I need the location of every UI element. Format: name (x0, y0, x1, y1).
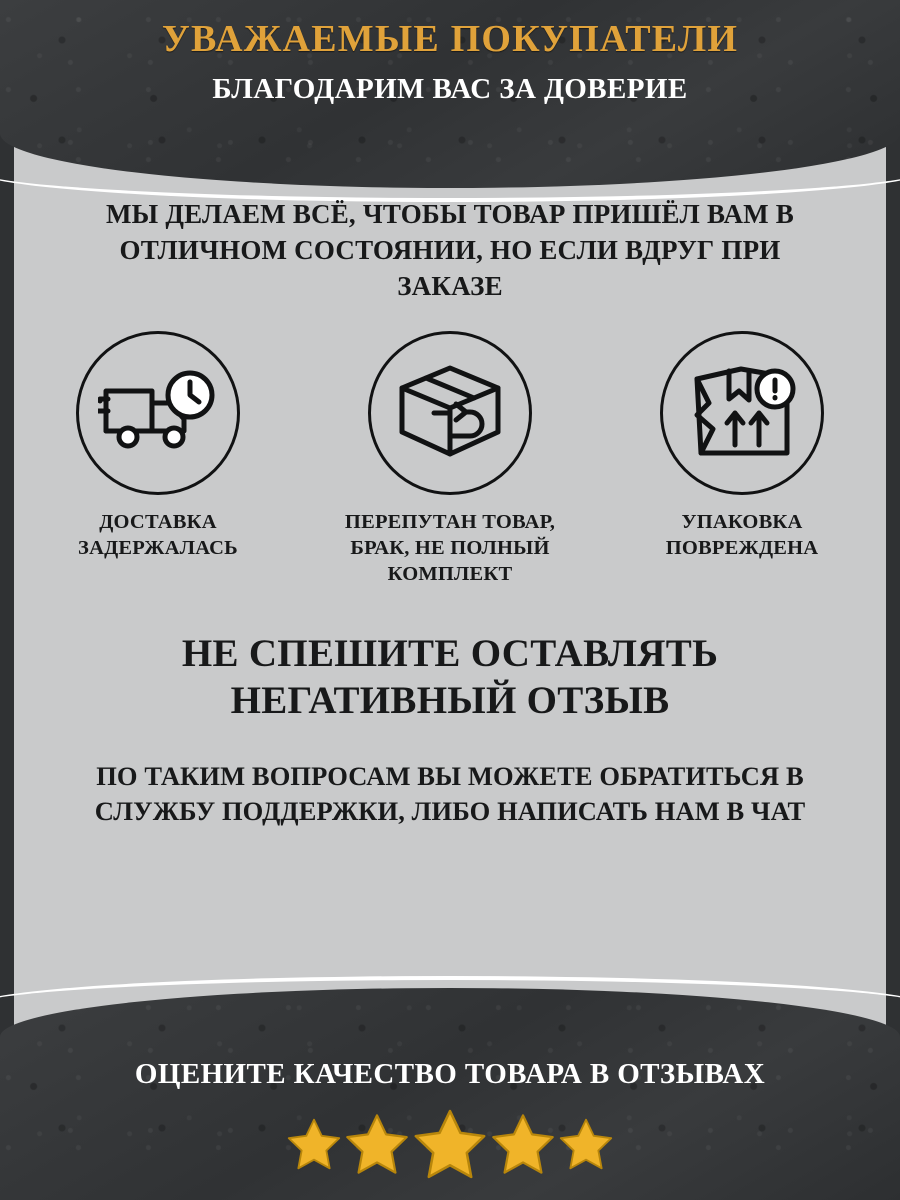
star-icon (344, 1111, 410, 1177)
damaged-package-icon (683, 359, 801, 467)
delivery-truck-clock-icon (98, 365, 218, 461)
issue-caption: ПЕРЕПУТАН ТОВАР, БРАК, НЕ ПОЛНЫЙ КОМПЛЕКТ (344, 510, 556, 585)
issue-item-damaged-package (622, 331, 862, 561)
header (0, 20, 900, 106)
issue-item-delivery (38, 331, 278, 561)
support-note-text: ПО ТАКИМ ВОПРОСАМ ВЫ МОЖЕТЕ ОБРАТИТЬСЯ В СЛУЖБУ ПОДДЕРЖКИ, ЛИБО НАПИСАТЬ НАМ В ЧАТ (94, 760, 806, 827)
star-icon (558, 1116, 614, 1172)
rating-stars (0, 1106, 900, 1182)
star-icon (286, 1116, 342, 1172)
issue-icon-circle (660, 331, 824, 495)
footer (0, 1057, 900, 1182)
issue-icon-circle (76, 331, 240, 495)
page-title: УВАЖАЕМЫЕ ПОКУПАТЕЛИ (161, 18, 739, 60)
issue-caption: УПАКОВКА ПОВРЕЖДЕНА (665, 510, 819, 559)
issue-item-wrong-goods (330, 331, 570, 588)
star-icon (412, 1106, 488, 1182)
issue-icon-circle (368, 331, 532, 495)
rating-call-to-action: ОЦЕНИТЕ КАЧЕСТВО ТОВАРА В ОТЗЫВАХ (134, 1058, 766, 1091)
header-subtitle: БЛАГОДАРИМ ВАС ЗА ДОВЕРИЕ (212, 72, 688, 105)
box-return-arrow-icon (390, 358, 510, 468)
issue-icons-row (14, 331, 886, 588)
headline-text: НЕ СПЕШИТЕ ОСТАВЛЯТЬ НЕГАТИВНЫЙ ОТЗЫВ (181, 632, 719, 723)
star-icon (490, 1111, 556, 1177)
intro-text: МЫ ДЕЛАЕМ ВСЁ, ЧТОБЫ ТОВАР ПРИШЁЛ ВАМ В ОТЛИЧНОМ СОСТОЯНИИ, НО ЕСЛИ ВДРУГ ПРИ ЗАКАЗЕ (105, 199, 794, 302)
issue-caption: ДОСТАВКА ЗАДЕРЖАЛАСЬ (78, 510, 238, 559)
main-content (14, 196, 886, 996)
